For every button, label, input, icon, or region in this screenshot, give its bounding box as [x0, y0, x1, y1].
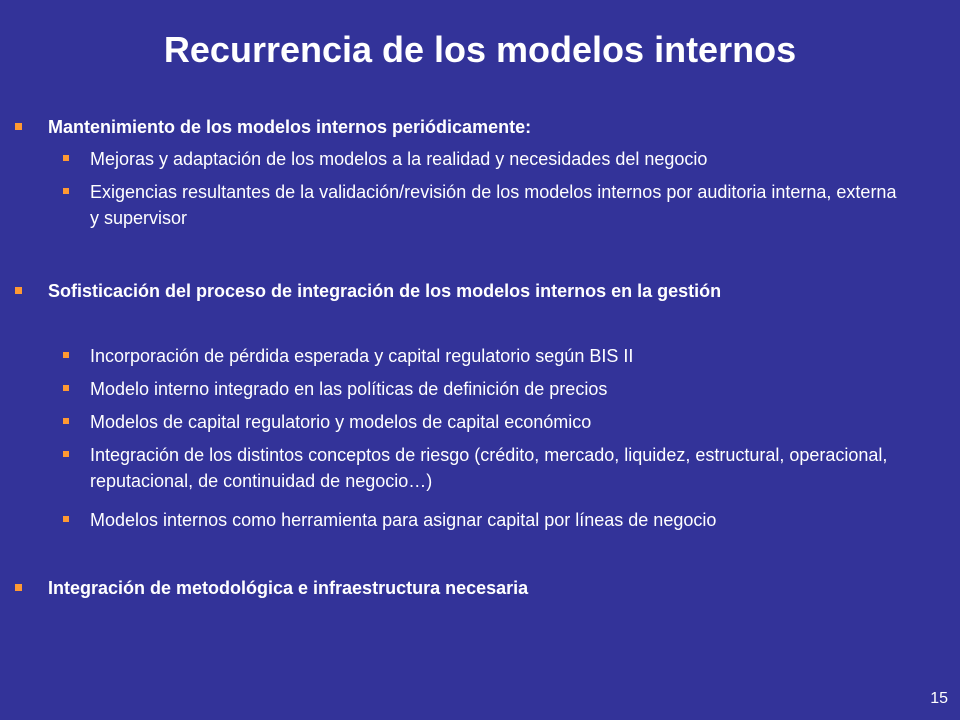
- square-bullet-icon: [63, 385, 69, 391]
- square-bullet-icon: [63, 516, 69, 522]
- list-item-text: Incorporación de pérdida esperada y capital regulatorio según BIS II: [90, 346, 634, 366]
- list-item-text: Integración de los distintos conceptos de riesgo (crédito, mercado, liquidez, estructural, operacional, reputacional, de continuidad de negocio…): [90, 445, 888, 491]
- square-bullet-icon: [63, 155, 69, 161]
- list-item-text: Exigencias resultantes de la validación/revisión de los modelos internos por auditoria interna, externa y supervisor: [90, 182, 897, 228]
- square-bullet-icon: [15, 287, 22, 294]
- list-item-text: Modelo interno integrado en las políticas de definición de precios: [90, 379, 608, 399]
- square-bullet-icon: [15, 584, 22, 591]
- list-item-text: Mejoras y adaptación de los modelos a la realidad y necesidades del negocio: [90, 149, 708, 169]
- section-heading-text: Mantenimiento de los modelos internos periódicamente:: [48, 117, 532, 137]
- page-number: 15: [930, 690, 948, 707]
- list-item-text: Modelos internos como herramienta para asignar capital por líneas de negocio: [90, 510, 717, 530]
- square-bullet-icon: [63, 418, 69, 424]
- slide-title: Recurrencia de los modelos internos: [163, 29, 797, 70]
- list-item-text: Modelos de capital regulatorio y modelos de capital económico: [90, 412, 592, 432]
- section-heading-text: Integración de metodológica e infraestructura necesaria: [48, 578, 529, 598]
- square-bullet-icon: [63, 451, 69, 457]
- square-bullet-icon: [15, 123, 22, 130]
- square-bullet-icon: [63, 188, 69, 194]
- section-heading-text: Sofisticación del proceso de integración de los modelos internos en la gestión: [48, 281, 722, 301]
- square-bullet-icon: [63, 352, 69, 358]
